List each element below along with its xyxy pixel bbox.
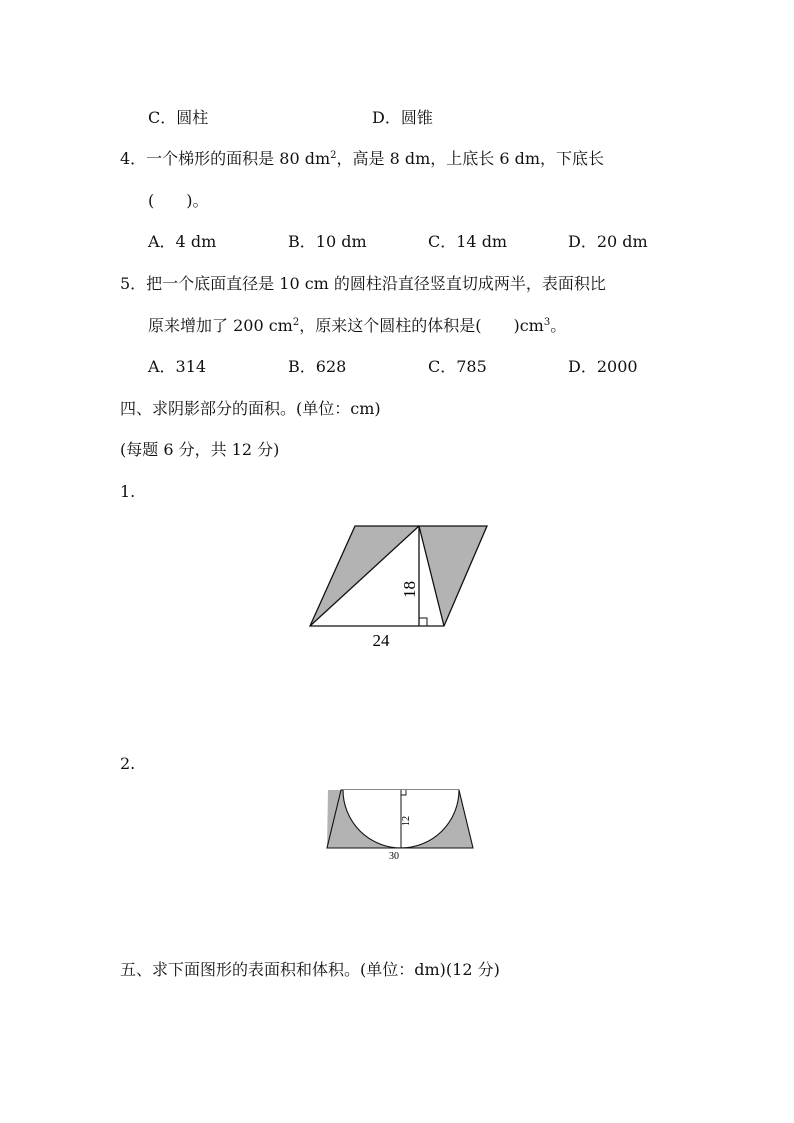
- q4-stem: [120, 149, 604, 169]
- q4-option-c: C．14 dm: [428, 232, 508, 251]
- q5-stem-part-a: 原来增加了 200 cm: [148, 316, 293, 335]
- height-label-12: 12: [401, 816, 412, 826]
- q5-option-c: C．785: [428, 357, 487, 376]
- section4-title: 四、求阴影部分的面积。(单位：cm): [120, 399, 381, 418]
- q4-stem-part-b: ，高是 8 dm，上底长 6 dm，下底长: [336, 149, 605, 168]
- q5-stem-part-b: ，原来这个圆柱的体积是( )cm: [299, 316, 544, 335]
- q5-stem-line1: 5．把一个底面直径是 10 cm 的圆柱沿直径竖直切成两半，表面积比: [120, 274, 606, 293]
- shaded-triangle-right: [419, 526, 487, 626]
- q4-option-d: D．20 dm: [568, 232, 648, 251]
- q5-stem-part-c: 。: [550, 316, 567, 335]
- q5-stem-superscript-1: 2: [292, 317, 300, 328]
- q5-stem-line2: [148, 316, 566, 336]
- q4-option-b: B．10 dm: [288, 232, 367, 251]
- q4-stem-part-a: 4．一个梯形的面积是 80 dm: [120, 149, 331, 168]
- q3-option-d: D．圆锥: [372, 108, 433, 127]
- q4-answer-blank: ( )。: [148, 191, 209, 210]
- q5-stem-superscript-2: 3: [543, 317, 551, 328]
- figure-1-parallelogram: [300, 515, 500, 655]
- section5-title: 五、求下面图形的表面积和体积。(单位：dm)(12 分): [120, 960, 500, 979]
- right-angle-mark: [419, 618, 427, 626]
- q5-option-a: A．314: [148, 357, 207, 376]
- q3-option-c: C．圆柱: [148, 108, 209, 127]
- q5-option-d: D．2000: [568, 357, 638, 376]
- base-label-30: 30: [389, 851, 399, 862]
- base-label-24: 24: [372, 631, 390, 650]
- q4-option-a: A．4 dm: [148, 232, 217, 251]
- section4-points: (每题 6 分，共 12 分): [120, 440, 280, 459]
- height-label-18: 18: [400, 581, 419, 598]
- figure-2-trapezoid: [315, 780, 485, 870]
- problem2-number: 2.: [120, 754, 136, 773]
- q5-option-b: B．628: [288, 357, 347, 376]
- q4-stem-superscript: 2: [330, 150, 337, 161]
- problem1-number: 1.: [120, 482, 136, 501]
